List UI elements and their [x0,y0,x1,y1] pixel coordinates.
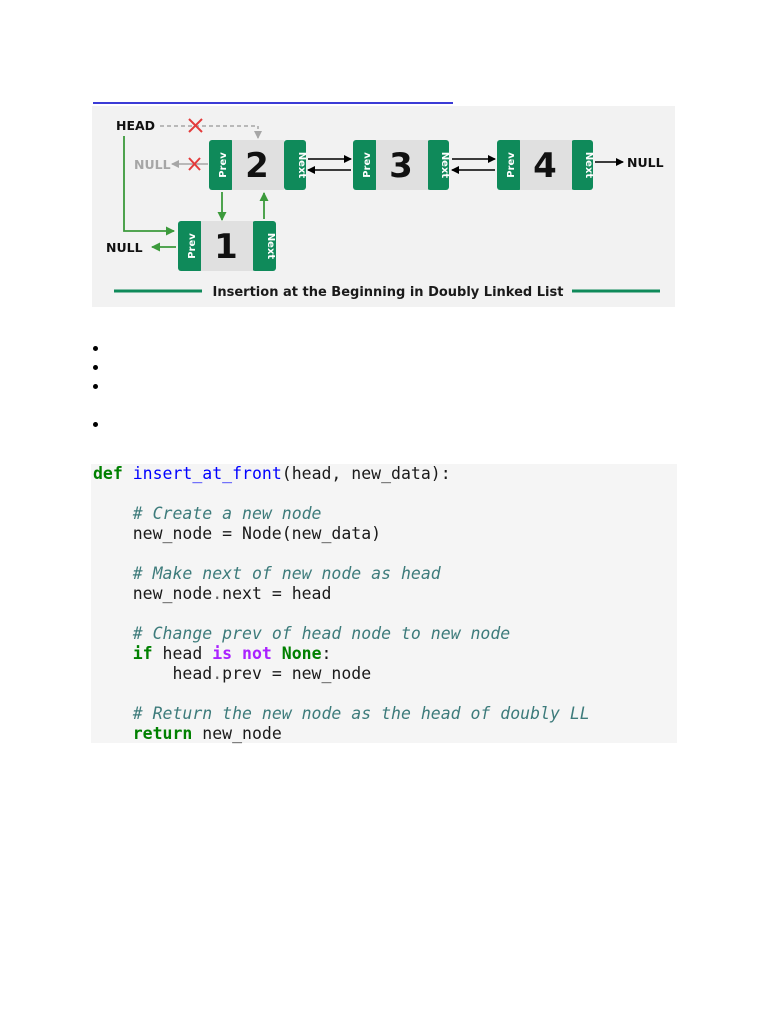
code-listing [93,464,590,744]
doubly-linked-list-diagram [92,106,675,307]
code-token: if [132,644,153,663]
code-token: is [212,644,233,663]
null-left-bottom-label: NULL [106,240,143,255]
code-token [93,644,133,663]
code-line [93,704,590,724]
node-1 [178,221,276,271]
code-token [272,644,282,663]
code-token [93,624,133,643]
code-token: new_node [93,584,213,603]
node-2-next-label: Next [296,151,307,179]
null-right-label: NULL [627,155,664,170]
code-token: (head, new_data): [281,464,451,483]
code-token: next = head [222,584,332,603]
code-token: . [212,664,223,683]
code-line [93,684,590,704]
null-old-prev-label: NULL [134,157,171,172]
new-head-pointer [124,136,174,231]
node-4-prev-label: Prev [506,152,517,178]
node-1-value: 1 [214,227,238,267]
node-4-next-label: Next [583,151,594,179]
code-token [123,464,133,483]
code-token: def [93,464,123,483]
code-token: : [321,644,332,663]
code-line [93,504,590,524]
code-token [93,564,133,583]
code-token [232,644,242,663]
code-line [93,724,590,744]
node-3-prev-label: Prev [362,152,373,178]
code-token: # Create a new node [132,504,322,523]
diagram-caption: Insertion at the Beginning in Doubly Linked List [212,285,564,300]
node-2-prev-label: Prev [218,152,229,178]
code-block [91,464,677,743]
code-token: new_node [192,724,282,743]
node-2-value: 2 [245,146,269,186]
node-2 [209,140,307,190]
code-token: new_node = Node(new_data) [93,524,382,543]
code-token: # Make next of new node as head [132,564,441,583]
code-token [93,504,133,523]
code-line [93,564,590,584]
node-4-value: 4 [533,146,557,186]
code-line [93,644,590,664]
code-token: not [242,644,272,663]
code-token: head [152,644,213,663]
code-line [93,484,590,504]
code-line [93,524,590,544]
node-3-next-label: Next [439,151,450,179]
code-line [93,664,590,684]
diagram-svg [92,106,675,307]
code-line [93,624,590,644]
node-1-next-label: Next [265,232,276,260]
code-token [93,724,133,743]
head-label: HEAD [116,118,156,133]
code-token: return [132,724,193,743]
node-3-value: 3 [389,146,413,186]
code-line [93,584,590,604]
code-token: head [93,664,213,683]
code-line [93,604,590,624]
code-token: # Change prev of head node to new node [132,624,511,643]
code-line [93,464,590,484]
node-4 [497,140,594,190]
node-3 [353,140,450,190]
code-token: None [281,644,322,663]
code-token [93,704,133,723]
code-token: insert_at_front [132,464,282,483]
code-token: . [212,584,223,603]
node-1-prev-label: Prev [187,233,198,259]
code-token: prev = new_node [222,664,372,683]
top-link-underline [93,102,453,104]
code-token: # Return the new node as the head of doubly LL [132,704,590,723]
code-line [93,544,590,564]
